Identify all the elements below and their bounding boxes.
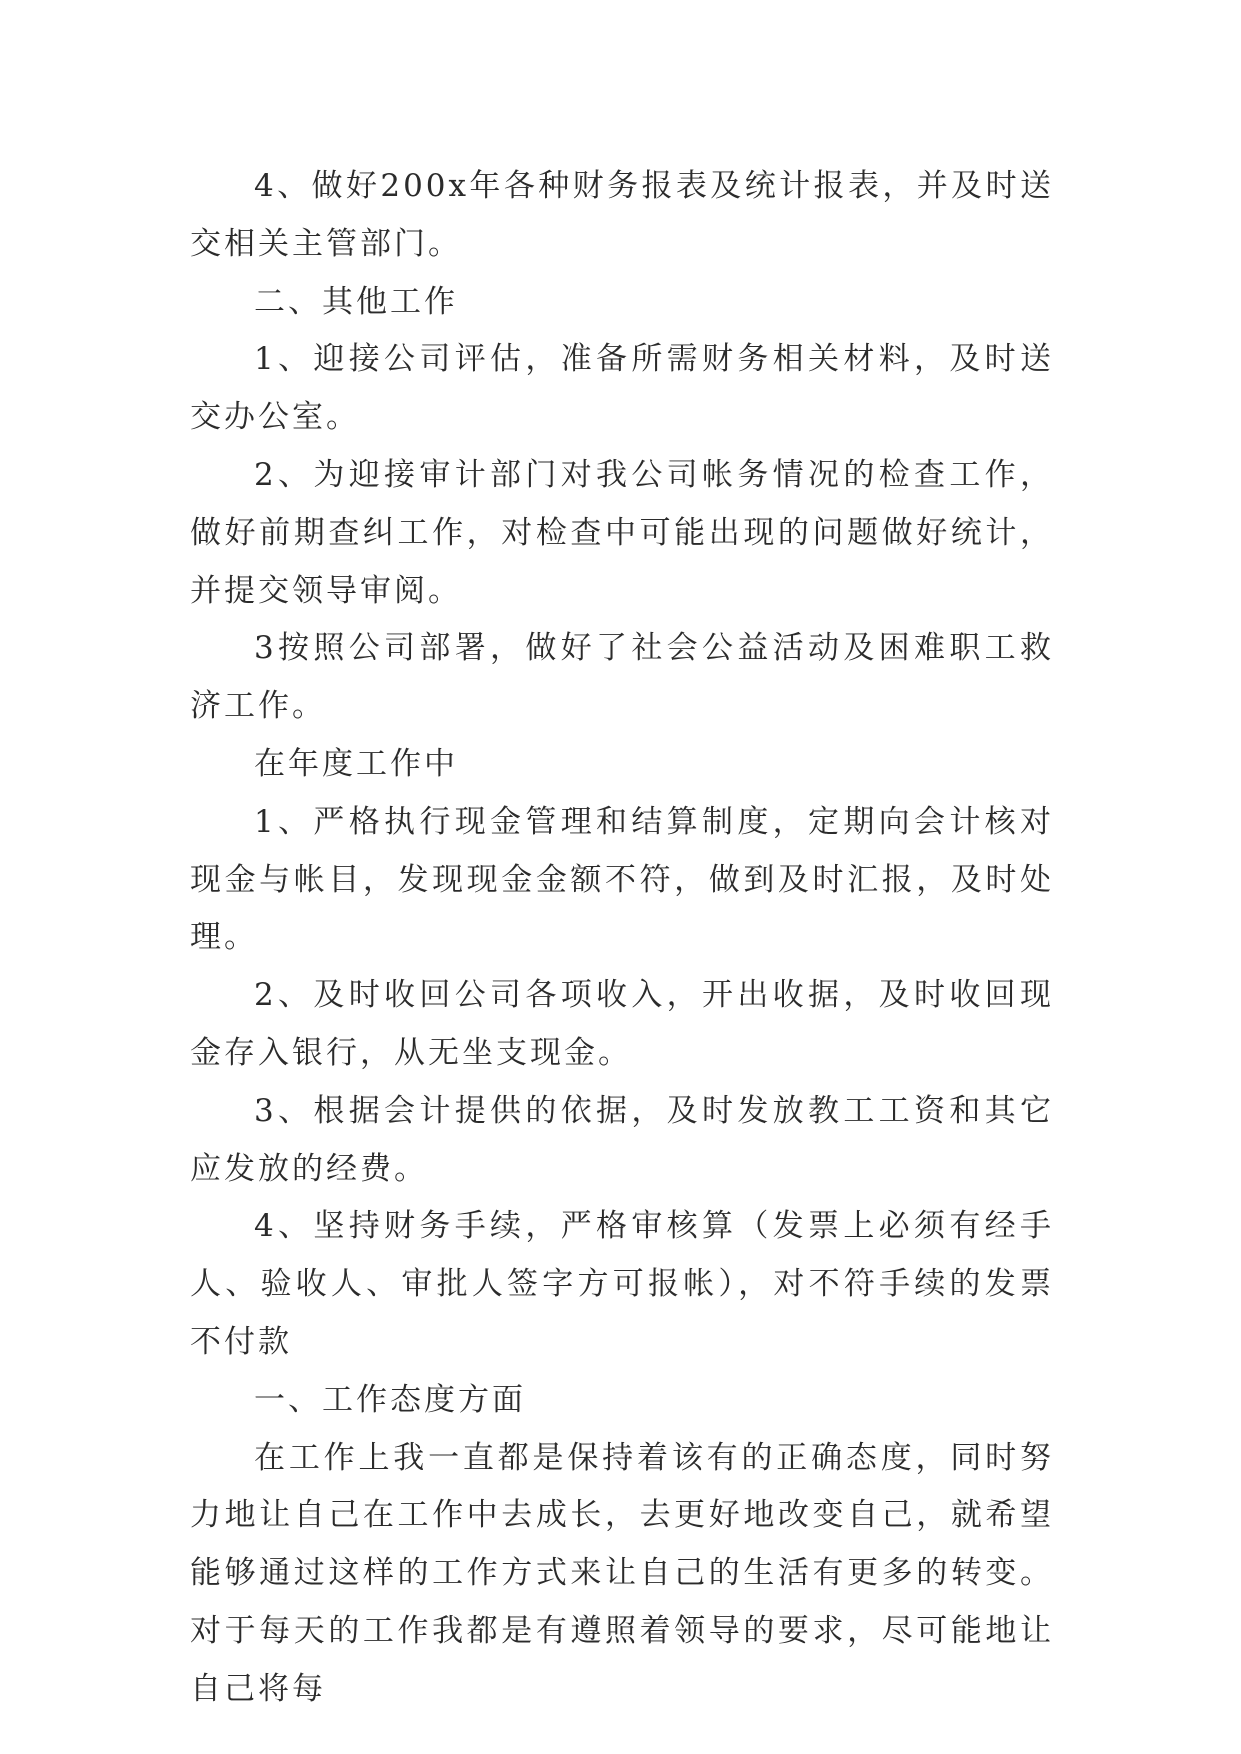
paragraph-report-item-4: 4、做好200x年各种财务报表及统计报表，并及时送交相关主管部门。 [190,168,1054,262]
paragraph-other-item-3: 3按照公司部署，做好了社会公益活动及困难职工救济工作。 [190,630,1054,725]
paragraph-annual-item-3: 3、根据会计提供的依据，及时发放教工工资和其它应发放的经费。 [190,1092,1054,1187]
heading-other-work: 二、其他工作 [254,283,458,320]
paragraph-annual-item-1: 1、严格执行现金管理和结算制度，定期向会计核对现金与帐目，发现现金金额不符，做到及时汇报，及时处理。 [190,803,1054,956]
paragraph-annual-item-4: 4、坚持财务手续，严格审核算（发票上必须有经手人、验收人、审批人签字方可报帐），对不符手续的发票不付款 [190,1208,1054,1360]
paragraph-annual-item-2: 2、及时收回公司各项收入，开出收据，及时收回现金存入银行，从无坐支现金。 [190,977,1054,1071]
heading-annual-work: 在年度工作中 [254,745,458,782]
heading-work-attitude: 一、工作态度方面 [254,1381,526,1418]
paragraph-other-item-2: 2、为迎接审计部门对我公司帐务情况的检查工作，做好前期查纠工作，对检查中可能出现的问题做好统计，并提交领导审阅。 [190,456,1054,609]
paragraph-work-attitude: 在工作上我一直都是保持着该有的正确态度，同时努力地让自己在工作中去成长，去更好地改变自己，就希望能够通过这样的工作方式来让自己的生活有更多的转变。对于每天的工作我都是有遵照着领导的要求，尽可能地让自己将每 [190,1439,1054,1707]
paragraph-other-item-1: 1、迎接公司评估，准备所需财务相关材料，及时送交办公室。 [190,341,1054,436]
document-body [190,158,1054,1719]
